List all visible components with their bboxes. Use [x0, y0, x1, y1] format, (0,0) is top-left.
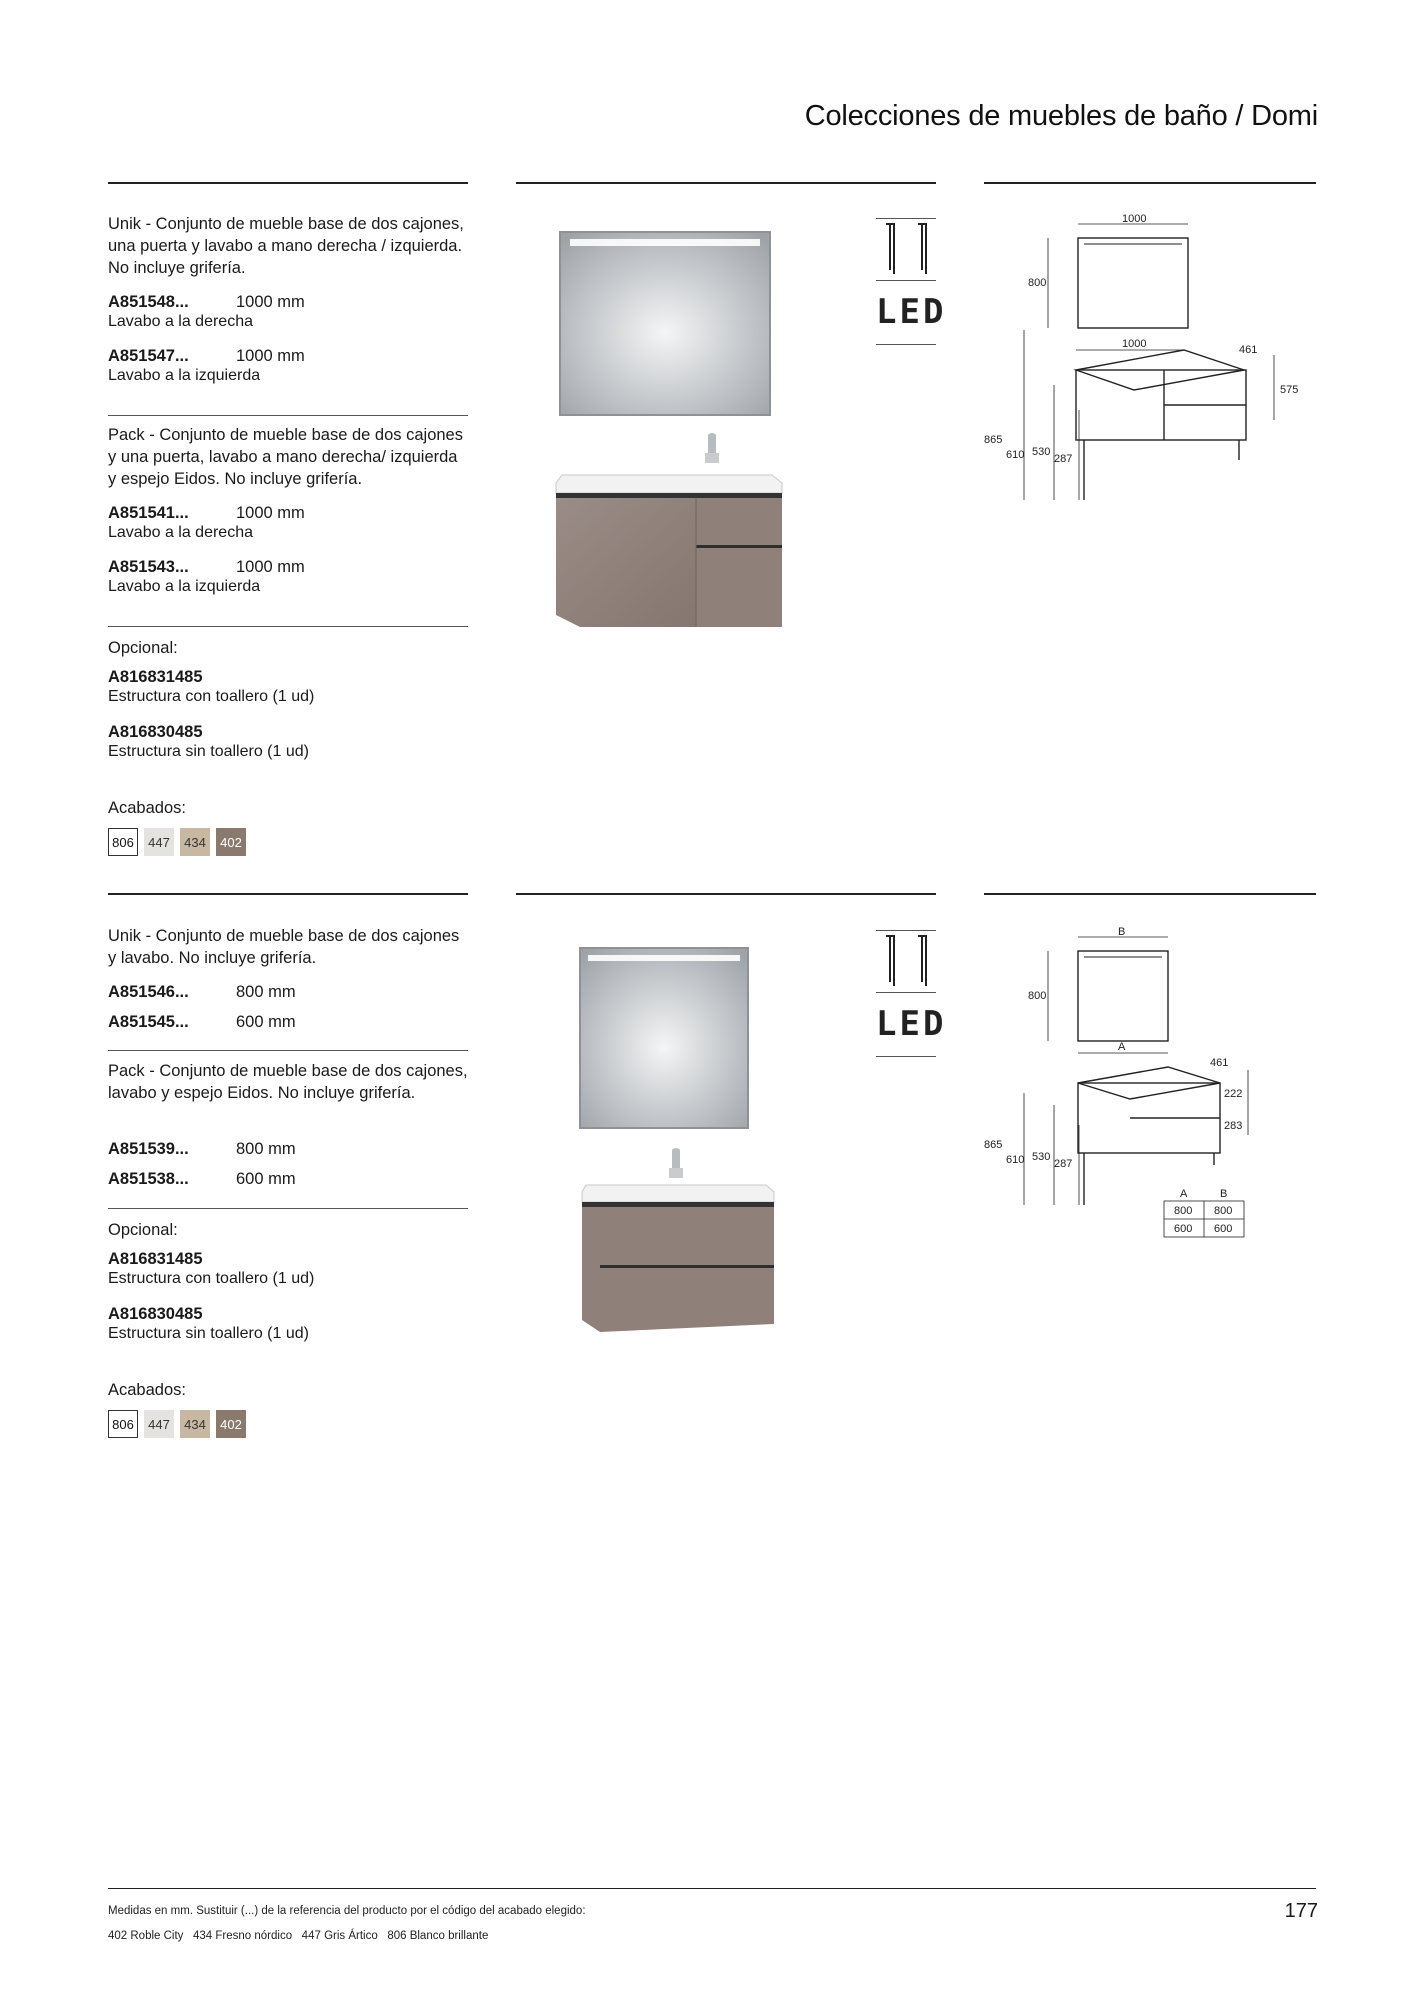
product-note: Estructura sin toallero (1 ud): [108, 743, 309, 760]
mirror-outline: [1078, 951, 1168, 1041]
table-cell: 600: [1214, 1223, 1233, 1235]
optional-label: Opcional:: [108, 639, 178, 657]
footer-note: Medidas en mm. Sustituir (...) de la referencia del producto por el código del acabado elegido:: [108, 1905, 586, 1917]
dim-h1: 865: [984, 434, 1003, 446]
product-image-vanity-800: [570, 940, 800, 1340]
finish-swatch-402: 402: [216, 1410, 246, 1438]
finish-swatch-434: 434: [180, 828, 210, 856]
dim-h2: 610: [1006, 1154, 1025, 1166]
product-image-vanity-1000: [550, 225, 835, 635]
product-size: 1000 mm: [236, 504, 305, 522]
cabinet-drawers: [696, 498, 782, 627]
dim-d1: 222: [1224, 1088, 1243, 1100]
product-ref: [108, 981, 296, 1003]
product-ref: [108, 556, 305, 578]
dim-h2: 610: [1006, 449, 1025, 461]
dim-h4: 287: [1054, 1158, 1073, 1170]
product-size: 800 mm: [236, 983, 296, 1001]
product-note: Estructura con toallero (1 ud): [108, 688, 315, 705]
dim-mirror-width: 1000: [1122, 213, 1147, 225]
table-cell: 800: [1174, 1205, 1193, 1217]
product-description: Unik - Conjunto de mueble base de dos cajones y lavabo. No incluye grifería.: [108, 927, 460, 967]
divider: [516, 893, 936, 895]
dim-depth: 461: [1210, 1057, 1229, 1069]
cabinet-edge: [582, 1202, 774, 1207]
mirror-outline: [1078, 238, 1188, 328]
dim-d2: 283: [1224, 1120, 1243, 1132]
dim-depth: 461: [1239, 344, 1258, 356]
faucet-base: [705, 453, 719, 463]
cabinet-edge: [556, 493, 782, 498]
led-icon: LED: [876, 1004, 947, 1044]
product-code: A851547...: [108, 347, 189, 365]
divider: [984, 893, 1316, 895]
product-note: Estructura sin toallero (1 ud): [108, 1325, 309, 1342]
product-code: A851539...: [108, 1140, 189, 1158]
product-note: Lavabo a la izquierda: [108, 578, 261, 595]
finish-swatch-806: 806: [108, 1410, 138, 1438]
basin: [556, 475, 782, 493]
product-ref: [108, 345, 305, 367]
product-size: 800 mm: [236, 1140, 296, 1158]
drawer-handle: [696, 545, 782, 548]
dim-h3: 530: [1032, 1151, 1051, 1163]
dim-basin-width: 1000: [1122, 338, 1147, 350]
product-note: Estructura con toallero (1 ud): [108, 1270, 315, 1287]
led-strip: [570, 239, 760, 246]
basin: [582, 1185, 774, 1202]
product-ref: [108, 502, 305, 524]
divider: [108, 182, 468, 184]
dim-h4: 287: [1054, 453, 1073, 465]
dim-basin-width: A: [1118, 1041, 1126, 1053]
divider: [108, 1208, 468, 1209]
product-size: 1000 mm: [236, 293, 305, 311]
product-code: A851546...: [108, 983, 189, 1001]
technical-drawing-800-600: [984, 925, 1316, 1245]
finish-swatches: [108, 828, 246, 856]
table-header-a: A: [1180, 1188, 1188, 1200]
page-number: 177: [1284, 1900, 1318, 1922]
finishes-label: Acabados:: [108, 799, 186, 817]
finish-swatch-806: 806: [108, 828, 138, 856]
divider: [108, 1050, 468, 1051]
footer-legend: 402 Roble City 434 Fresno nórdico 447 Gris Ártico 806 Blanco brillante: [108, 1930, 489, 1942]
product-code: A816830485: [108, 723, 203, 741]
product-code: A851545...: [108, 1013, 189, 1031]
dim-mirror-height: 800: [1028, 277, 1047, 289]
drawer-handle: [600, 1265, 774, 1268]
divider: [984, 182, 1316, 184]
table-header-b: B: [1220, 1188, 1228, 1200]
product-code: A851538...: [108, 1170, 189, 1188]
finish-swatch-434: 434: [180, 1410, 210, 1438]
divider: [876, 1056, 936, 1057]
product-ref: [108, 1138, 296, 1160]
product-code: A816830485: [108, 1305, 203, 1323]
page-title: Colecciones de muebles de baño / Domi: [804, 100, 1318, 132]
product-size: 600 mm: [236, 1170, 296, 1188]
divider: [876, 218, 936, 219]
led-icon: LED: [876, 292, 947, 332]
dim-mirror-width: B: [1118, 926, 1126, 938]
product-code: A816831485: [108, 1250, 203, 1268]
product-note: Lavabo a la izquierda: [108, 367, 261, 384]
divider: [108, 626, 468, 627]
product-ref: [108, 1168, 296, 1190]
divider: [876, 992, 936, 993]
divider: [876, 280, 936, 281]
product-size: 1000 mm: [236, 347, 305, 365]
finish-swatch-402: 402: [216, 828, 246, 856]
product-description: Unik - Conjunto de mueble base de dos cajones, una puerta y lavabo a mano derecha / izquierda. No incluye grifería.: [108, 215, 464, 277]
faucet-base: [669, 1168, 683, 1178]
product-note: Lavabo a la derecha: [108, 524, 253, 541]
finish-swatch-447: 447: [144, 1410, 174, 1438]
product-note: Lavabo a la derecha: [108, 313, 253, 330]
towel-rail-icon: [880, 934, 932, 988]
divider: [876, 930, 936, 931]
product-size: 1000 mm: [236, 558, 305, 576]
finish-swatch-447: 447: [144, 828, 174, 856]
footer-divider: [108, 1888, 1316, 1889]
dim-h1: 865: [984, 1139, 1003, 1151]
mirror: [580, 948, 748, 1128]
divider: [108, 415, 468, 416]
cabinet-drawers: [582, 1207, 774, 1332]
dim-cabinet-height: 575: [1280, 384, 1299, 396]
product-code: A851548...: [108, 293, 189, 311]
product-ref: [108, 291, 305, 313]
led-strip: [588, 955, 740, 961]
product-description: Pack - Conjunto de mueble base de dos cajones, lavabo y espejo Eidos. No incluye grifería.: [108, 1062, 468, 1102]
mirror: [560, 232, 770, 415]
towel-rail-icon: [880, 222, 932, 276]
product-description: Pack - Conjunto de mueble base de dos cajones y una puerta, lavabo a mano derecha/ izquierda y espejo Eidos. No incluye grifería.: [108, 426, 463, 488]
divider: [516, 182, 936, 184]
dim-h3: 530: [1032, 446, 1051, 458]
product-code: A851541...: [108, 504, 189, 522]
table-cell: 800: [1214, 1205, 1233, 1217]
dim-mirror-height: 800: [1028, 990, 1047, 1002]
technical-drawing-1000: [984, 210, 1316, 510]
divider: [876, 344, 936, 345]
product-size: 600 mm: [236, 1013, 296, 1031]
optional-label: Opcional:: [108, 1221, 178, 1239]
product-code: A851543...: [108, 558, 189, 576]
divider: [108, 893, 468, 895]
finish-swatches: [108, 1410, 246, 1438]
finishes-label: Acabados:: [108, 1381, 186, 1399]
cabinet-door: [556, 498, 696, 627]
table-cell: 600: [1174, 1223, 1193, 1235]
product-code: A816831485: [108, 668, 203, 686]
product-ref: [108, 1011, 296, 1033]
